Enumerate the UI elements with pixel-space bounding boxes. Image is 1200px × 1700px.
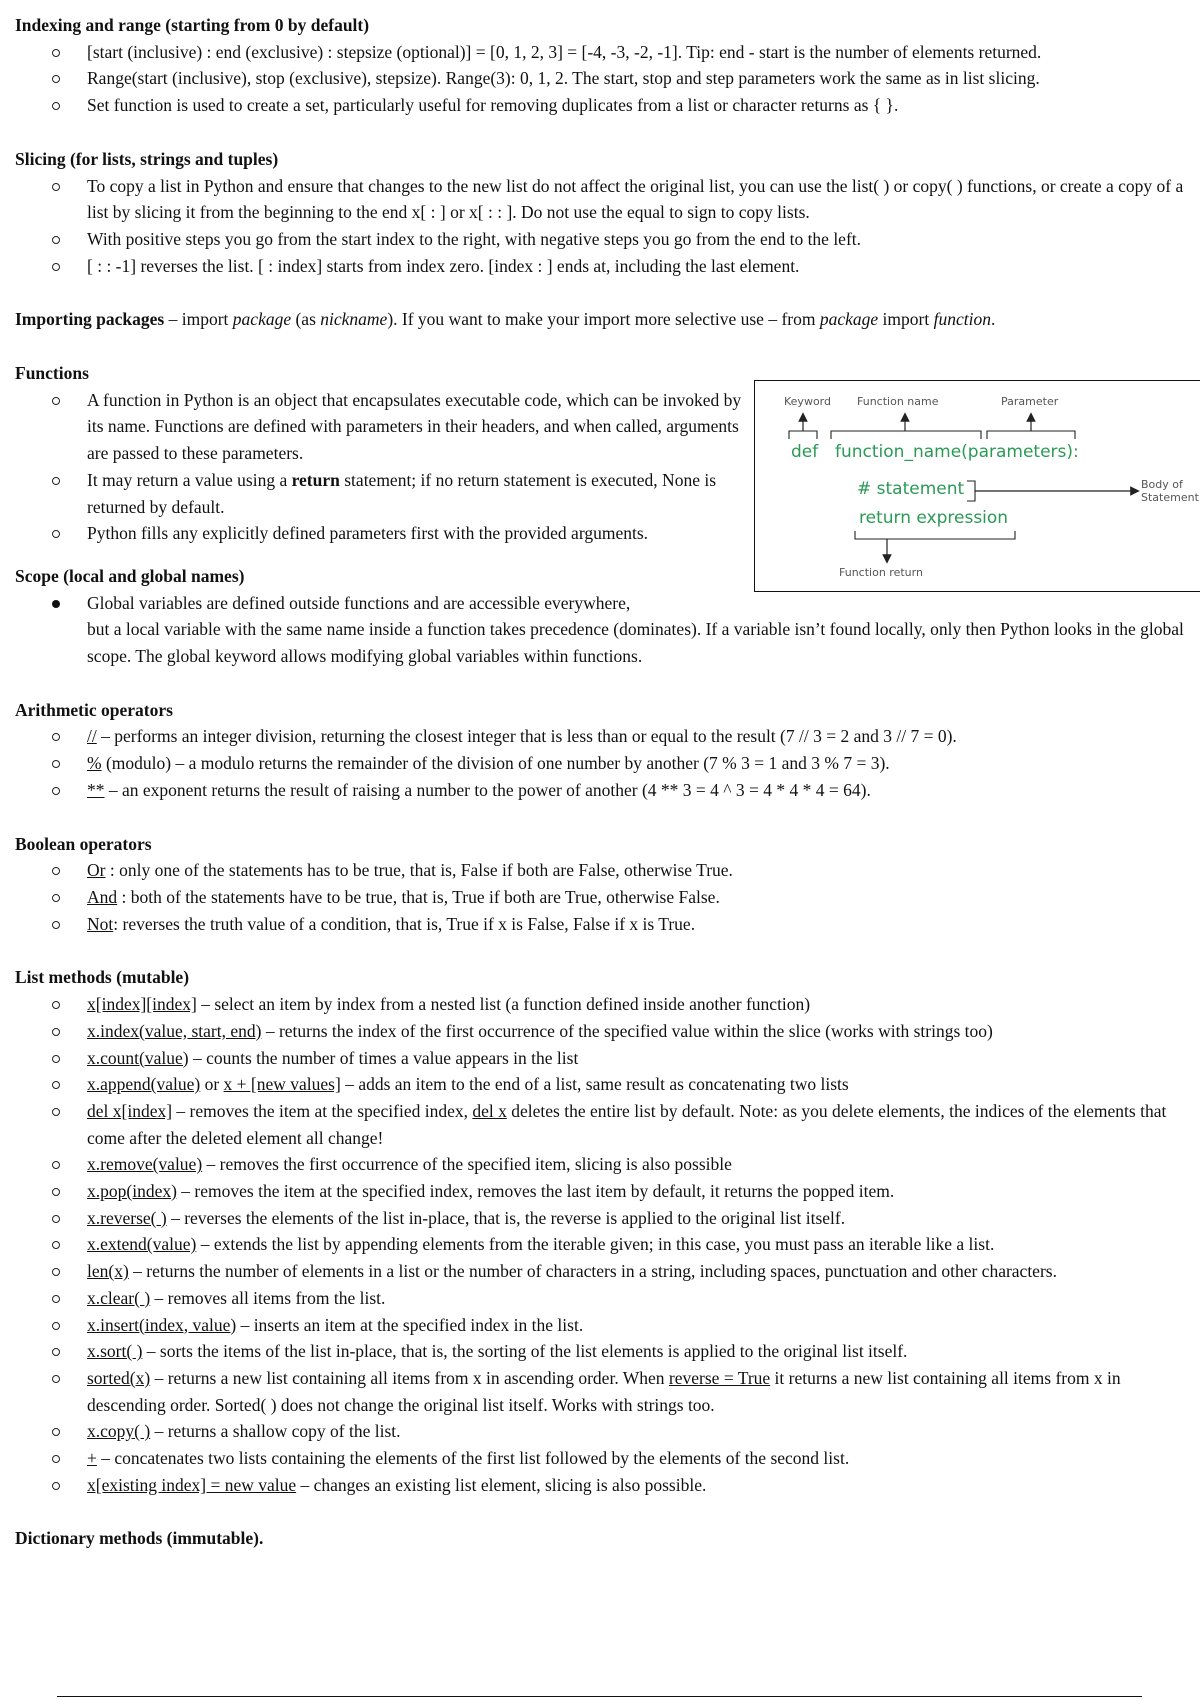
- bullet-list: [15, 857, 1200, 937]
- diagram-svg: [755, 381, 1200, 593]
- keyword-bracket: [789, 431, 817, 439]
- section-boolean: [15, 831, 1200, 938]
- list-item: Global variables are defined outside functions and are accessible everywhere, but a local variable with the same name inside a function takes precedence (dominates). If a variable isn’t found locally, only then Python looks in the global scope. The global keyword allows modifying global variables within functions.: [15, 590, 1197, 670]
- label-parameter: Parameter: [1001, 395, 1059, 408]
- section-heading: List methods (mutable): [15, 967, 190, 988]
- list-item: And : both of the statements have to be true, that is, True if both are True, otherwise False.: [15, 884, 1200, 911]
- bullet-list: [15, 173, 1200, 280]
- list-item: x.clear( ) – removes all items from the list.: [15, 1285, 1200, 1312]
- list-item: x.pop(index) – removes the item at the specified index, removes the last item by default, it returns the popped item.: [15, 1178, 1200, 1205]
- section-heading: Arithmetic operators: [15, 699, 173, 720]
- code-statement: # statement: [857, 479, 965, 499]
- list-item: Or : only one of the statements has to be true, that is, False if both are False, otherwise True.: [15, 857, 1200, 884]
- list-item: x.copy( ) – returns a shallow copy of the list.: [15, 1418, 1200, 1445]
- label-body-1: Body of: [1141, 478, 1183, 491]
- list-item: Range(start (inclusive), stop (exclusive), stepsize). Range(3): 0, 1, 2. The start, stop and step parameters work the same as in list slicing.: [15, 65, 1200, 92]
- bullet-list: [15, 991, 1200, 1498]
- list-item: With positive steps you go from the start index to the right, with negative steps you go from the end to the left.: [15, 226, 1200, 253]
- bullet-list: [15, 590, 1200, 670]
- list-item: Set function is used to create a set, particularly useful for removing duplicates from a list or character returns as { }.: [15, 92, 1200, 119]
- list-item: % (modulo) – a modulo returns the remainder of the division of one number by another (7 % 3 = 1 and 3 % 7 = 3).: [15, 750, 1200, 777]
- list-item: [ : : -1] reverses the list. [ : index] starts from index zero. [index : ] ends at, including the last element.: [15, 253, 1200, 280]
- parameter-bracket: [987, 431, 1075, 439]
- section-slicing: [15, 146, 1200, 280]
- function-anatomy-diagram: [754, 380, 1200, 592]
- section-heading: Slicing (for lists, strings and tuples): [15, 148, 279, 169]
- list-item: To copy a list in Python and ensure that changes to the new list do not affect the original list, you can use the list( ) or copy( ) functions, or create a copy of a list by slicing it from the beginning to the end x[ : ] or x[ : : ]. Do not use the equal to sign to copy lists.: [15, 173, 1187, 226]
- body-bracket: [967, 481, 975, 501]
- list-item: x.reverse( ) – reverses the elements of the list in-place, that is, the reverse is applied to the original list itself.: [15, 1205, 1200, 1232]
- list-item: + – concatenates two lists containing the elements of the first list followed by the elements of the second list.: [15, 1445, 1200, 1472]
- section-heading: Scope (local and global names): [15, 565, 245, 586]
- list-item: x.insert(index, value) – inserts an item at the specified index in the list.: [15, 1312, 1200, 1339]
- list-item: x.append(value) or x + [new values] – adds an item to the end of a list, same result as concatenating two lists: [15, 1071, 1200, 1098]
- document-page: [15, 12, 1200, 1552]
- list-item: x.sort( ) – sorts the items of the list in-place, that is, the sorting of the list elements is applied to the original list itself.: [15, 1338, 1200, 1365]
- code-def: def: [791, 442, 819, 462]
- section-list-methods: [15, 964, 1200, 1498]
- function-name-bracket: [831, 431, 981, 439]
- section-heading: Importing packages: [15, 309, 165, 330]
- bullet-list: [15, 387, 745, 547]
- importing-line: Importing packages – import package (as nickname). If you want to make your import more selective use – from package import function.: [15, 309, 996, 330]
- section-heading: Boolean operators: [15, 833, 152, 854]
- section-indexing: [15, 12, 1200, 119]
- list-item: x.remove(value) – removes the first occurrence of the specified item, slicing is also possible: [15, 1151, 1200, 1178]
- code-function-name: function_name(parameters):: [835, 442, 1079, 462]
- label-function-name: Function name: [857, 395, 939, 408]
- list-item: del x[index] – removes the item at the specified index, del x deletes the entire list by default. Note: as you delete elements, the indices of the elements that come after the deleted element all change!: [15, 1098, 1187, 1151]
- return-bracket: [855, 531, 1015, 539]
- section-arithmetic: [15, 697, 1200, 804]
- bullet-list: [15, 723, 1200, 803]
- list-item: x.count(value) – counts the number of times a value appears in the list: [15, 1045, 1200, 1072]
- list-item: sorted(x) – returns a new list containing all items from x in ascending order. When reverse = True it returns a new list containing all items from x in descending order. Sorted( ) does not change the original list itself. Works with strings too.: [15, 1365, 1197, 1418]
- list-item: // – performs an integer division, returning the closest integer that is less than or equal to the result (7 // 3 = 2 and 3 // 7 = 0).: [15, 723, 1200, 750]
- label-function-return: Function return: [839, 566, 923, 579]
- list-item: It may return a value using a return statement; if no return statement is executed, None is returned by default.: [15, 467, 745, 520]
- section-functions: [15, 360, 745, 547]
- list-item: Not: reverses the truth value of a condition, that is, True if x is False, False if x is True.: [15, 911, 1200, 938]
- list-item: x[index][index] – select an item by index from a nested list (a function defined inside another function): [15, 991, 1200, 1018]
- list-item: Python fills any explicitly defined parameters first with the provided arguments.: [15, 520, 745, 547]
- list-item: x[existing index] = new value – changes an existing list element, slicing is also possible.: [15, 1472, 1200, 1499]
- section-heading: Dictionary methods (immutable).: [15, 1528, 264, 1549]
- list-item: A function in Python is an object that encapsulates executable code, which can be invoked by its name. Functions are defined with parameters in their headers, and when called, arguments are passed to these parameters.: [15, 387, 745, 467]
- list-item: x.extend(value) – extends the list by appending elements from the iterable given; in this case, you must pass an iterable like a list.: [15, 1231, 1200, 1258]
- page-bottom-rule: [57, 1696, 1142, 1697]
- list-item: [start (inclusive) : end (exclusive) : stepsize (optional)] = [0, 1, 2, 3] = [-4, -3, -2, -1]. Tip: end - start is the number of elements returned.: [15, 39, 1200, 66]
- section-dictionary: [15, 1525, 1200, 1552]
- bullet-list: [15, 39, 1200, 119]
- section-importing: [15, 306, 1200, 333]
- list-item: x.index(value, start, end) – returns the index of the first occurrence of the specified value within the slice (works with strings too): [15, 1018, 1200, 1045]
- section-heading: Functions: [15, 363, 89, 384]
- code-return: return expression: [859, 508, 1009, 528]
- label-keyword: Keyword: [784, 395, 831, 408]
- list-item: len(x) – returns the number of elements in a list or the number of characters in a string, including spaces, punctuation and other characters.: [15, 1258, 1200, 1285]
- list-item: ** – an exponent returns the result of raising a number to the power of another (4 ** 3 = 4 ^ 3 = 4 * 4 * 4 = 64).: [15, 777, 1200, 804]
- label-body-2: Statement: [1141, 491, 1199, 504]
- section-heading: Indexing and range (starting from 0 by default): [15, 15, 370, 35]
